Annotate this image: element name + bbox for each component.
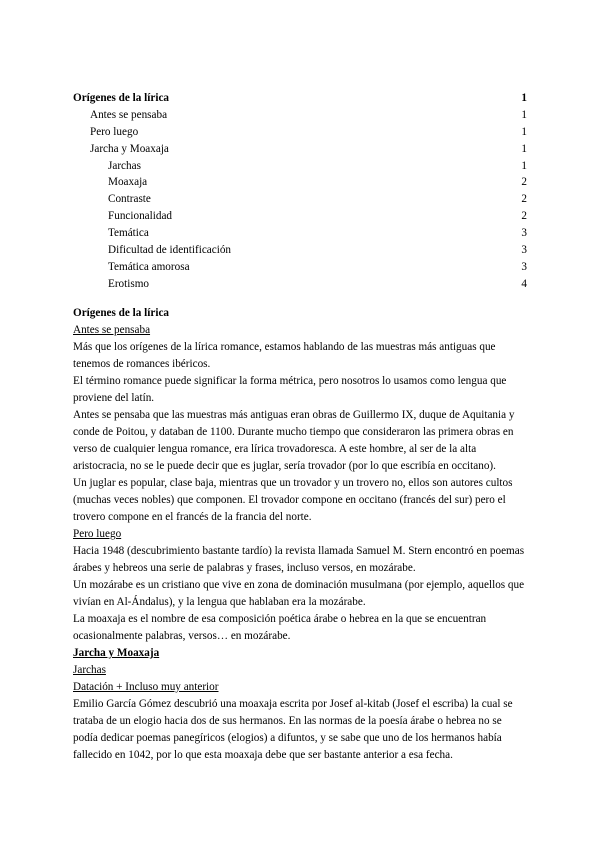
toc-entry-text: Moaxaja bbox=[108, 176, 148, 189]
toc-entry[interactable] bbox=[73, 124, 527, 141]
toc-page-number: 3 bbox=[521, 227, 527, 240]
toc-entry[interactable] bbox=[73, 141, 527, 158]
toc-entry-text: Dificultad de identificación bbox=[108, 244, 232, 257]
toc-entry-text: Temática bbox=[108, 227, 149, 240]
subsection-heading: Antes se pensaba bbox=[73, 324, 151, 336]
toc-entry-text: Orígenes de la lírica bbox=[73, 92, 170, 104]
toc-entry-text: Temática amorosa bbox=[108, 260, 190, 273]
subsection-heading: Jarcha y Moaxaja bbox=[73, 647, 160, 659]
paragraph: Antes se pensaba que las muestras más antiguas eran obras de Guillermo IX, duque de Aquitania y conde de Poitou, y databan de 1100. Durante mucho tiempo que consideraron las primera obras en verso de cualquier lengua romance, era lírica trovadoresca. A este hombre, al ser de la alta aristocracia, no se le puede decir que es juglar, sería trovador (por lo que escribía en occitano). bbox=[73, 409, 515, 472]
toc-entry-text: Erotismo bbox=[108, 277, 150, 290]
toc-entry[interactable] bbox=[73, 259, 527, 276]
toc-entry[interactable] bbox=[73, 174, 527, 191]
toc-entry-text: Jarchas bbox=[108, 159, 141, 172]
toc-entry-text: Antes se pensaba bbox=[90, 108, 168, 121]
toc-page-number: 2 bbox=[521, 210, 527, 223]
toc-entry[interactable] bbox=[73, 90, 527, 107]
paragraph: Más que los orígenes de la lírica romance, estamos hablando de las muestras más antiguas que tenemos de romances ibéricos. bbox=[73, 341, 496, 370]
section-heading: Orígenes de la lírica bbox=[73, 307, 170, 319]
toc-entry-text: Jarcha y Moaxaja bbox=[90, 142, 169, 155]
toc-page-number: 2 bbox=[521, 176, 527, 189]
table-of-contents bbox=[73, 90, 527, 293]
toc-page-number: 2 bbox=[521, 193, 527, 206]
subsection-heading: Jarchas bbox=[73, 664, 106, 676]
toc-entry[interactable] bbox=[73, 158, 527, 175]
toc-entry-text: Pero luego bbox=[90, 125, 139, 138]
document-body bbox=[73, 305, 529, 764]
toc-page-number: 3 bbox=[521, 260, 527, 273]
toc-entry[interactable] bbox=[73, 191, 527, 208]
paragraph: La moaxaja es el nombre de esa composición poética árabe o hebrea en la que se encuentran ocasionalmente palabras, versos… en mozárabe. bbox=[73, 613, 487, 642]
paragraph: El término romance puede significar la forma métrica, pero nosotros lo usamos como lengua que proviene del latín. bbox=[73, 375, 507, 404]
toc-page-number: 1 bbox=[521, 159, 527, 172]
toc-page-number: 4 bbox=[521, 277, 527, 290]
toc-entry[interactable] bbox=[73, 242, 527, 259]
paragraph: Un mozárabe es un cristiano que vive en zona de dominación musulmana (por ejemplo, aquellos que vivían en Al-Ándalus), y la lengua que hablaban era la mozárabe. bbox=[73, 579, 525, 608]
subsection-heading: Pero luego bbox=[73, 528, 122, 540]
paragraph: Un juglar es popular, clase baja, mientras que un trovador y un trovero no, ellos son autores cultos (muchas veces nobles) que componen. El trovador compone en occitano (francés del sur) pero el trovero compone en el francés de la francia del norte. bbox=[73, 477, 513, 523]
toc-page-number: 3 bbox=[521, 244, 527, 257]
toc-entry[interactable] bbox=[73, 276, 527, 293]
toc-page-number: 1 bbox=[521, 108, 527, 121]
toc-entry[interactable] bbox=[73, 107, 527, 124]
toc-entry[interactable] bbox=[73, 225, 527, 242]
paragraph: Emilio García Gómez descubrió una moaxaja escrita por Josef al-kitab (Josef el escriba) la cual se trataba de un elogio hacia dos de sus hermanos. En las normas de la poesía árabe o hebrea no se podía dedicar poemas panegíricos (elogios) a difuntos, y se sabe que uno de los hermanos había fallecido en 1042, por lo que esta moaxaja debe que ser bastante anterior a esa fecha. bbox=[73, 698, 513, 761]
toc-page-number: 1 bbox=[521, 142, 527, 155]
subsection-heading: Datación + Incluso muy anterior bbox=[73, 681, 219, 693]
toc-page-number: 1 bbox=[521, 92, 527, 104]
toc-page-number: 1 bbox=[521, 125, 527, 138]
toc-entry[interactable] bbox=[73, 208, 527, 225]
toc-entry-text: Funcionalidad bbox=[108, 210, 173, 223]
toc-entry-text: Contraste bbox=[108, 193, 151, 206]
paragraph: Hacia 1948 (descubrimiento bastante tardío) la revista llamada Samuel M. Stern encontró en poemas árabes y hebreos una serie de palabras y frases, incluso versos, en mozárabe. bbox=[73, 545, 525, 574]
